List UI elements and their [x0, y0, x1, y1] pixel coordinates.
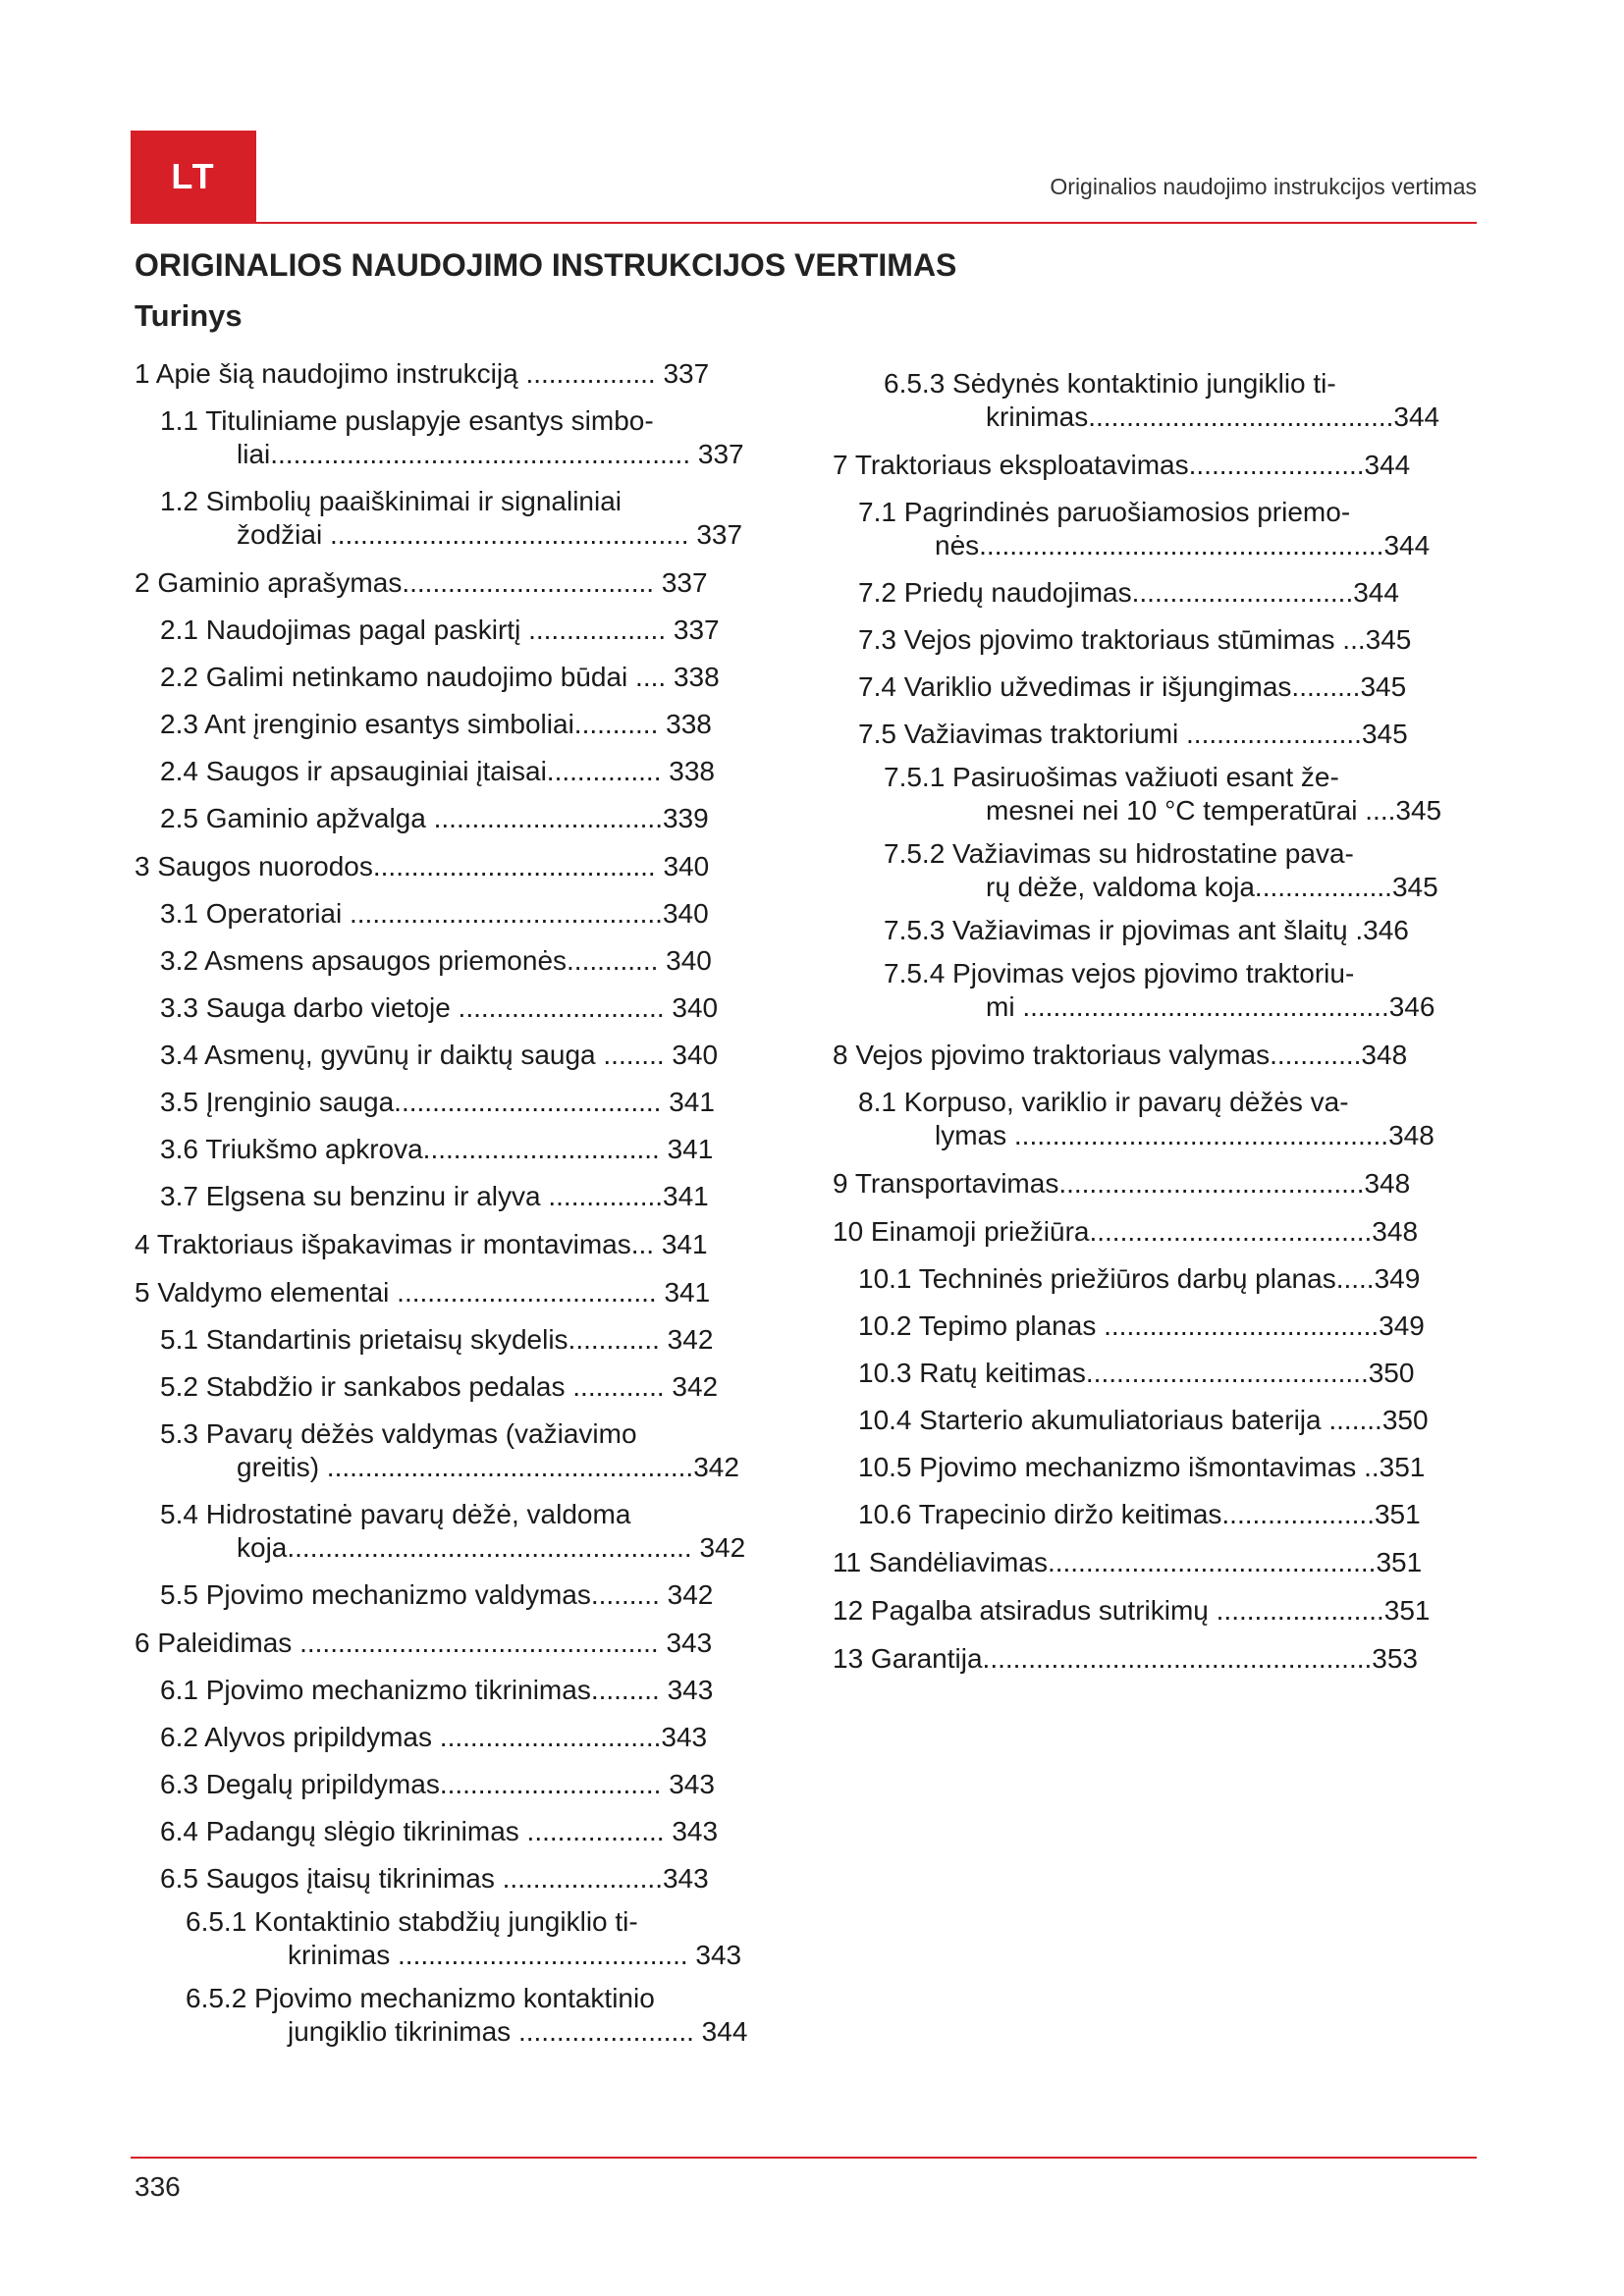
toc-entry-line: 3 Saugos nuorodos..................................... 340: [135, 851, 710, 881]
toc-entry: [135, 850, 783, 883]
toc-entry: [135, 485, 783, 552]
toc-entry-line: 11 Sandėliavimas...........................................351: [833, 1547, 1423, 1577]
toc-entry: [135, 708, 783, 741]
toc-entry-line: 2.2 Galimi netinkamo naudojimo būdai .... 338: [160, 662, 720, 692]
toc-entry: [135, 1133, 783, 1166]
running-header-title: Originalios naudojimo instrukcijos vertimas: [1050, 174, 1477, 199]
toc-entry: [833, 1498, 1481, 1531]
toc-entry-line: 1 Apie šią naudojimo instrukciją ................. 337: [135, 358, 710, 389]
toc-entry-line: 5.2 Stabdžio ir sankabos pedalas ............ 342: [160, 1371, 719, 1402]
toc-entry-line: 10.4 Starterio akumuliatoriaus baterija .......350: [858, 1405, 1429, 1435]
toc-entry: [135, 1815, 783, 1848]
toc-entry-line: 8.1 Korpuso, variklio ir pavarų dėžės va-: [858, 1087, 1349, 1117]
toc-entry: [135, 661, 783, 694]
toc-entry-line: 13 Garantija...................................................353: [833, 1643, 1418, 1674]
toc-entry-line: 9 Transportavimas........................................348: [833, 1168, 1411, 1199]
toc-entry-line: 8 Vejos pjovimo traktoriaus valymas............348: [833, 1040, 1408, 1070]
toc-entry: [833, 1546, 1481, 1579]
toc-entry: [833, 914, 1481, 947]
footer-divider: [131, 2157, 1477, 2159]
toc-entry-line: 6.4 Padangų slėgio tikrinimas .................. 343: [160, 1816, 719, 1846]
toc-entry-line: 7.5.3 Važiavimas ir pjovimas ant šlaitų .346: [884, 915, 1409, 945]
toc-entry-line: 6.3 Degalų pripildymas............................. 343: [160, 1769, 715, 1799]
toc-entry-line: 10.5 Pjovimo mechanizmo išmontavimas ..351: [858, 1452, 1426, 1482]
toc-entry: [135, 802, 783, 835]
toc-entry-continuation: nės.....................................................344: [935, 530, 1431, 561]
toc-entry: [833, 1167, 1481, 1201]
toc-entry-line: 6 Paleidimas ............................................... 343: [135, 1628, 713, 1658]
toc-entry-continuation: mi ................................................346: [986, 991, 1435, 1022]
toc-entry-continuation: lymas .................................................348: [935, 1120, 1435, 1150]
toc-entry: [135, 755, 783, 788]
toc-entry: [135, 1180, 783, 1213]
toc-entry-line: 1.2 Simbolių paaiškinimai ir signaliniai: [160, 486, 622, 516]
toc-entry-line: 5.4 Hidrostatinė pavarų dėžė, valdoma: [160, 1499, 631, 1529]
toc-entry: [833, 1215, 1481, 1249]
toc-entry: [135, 1674, 783, 1707]
toc-left-column: [135, 357, 783, 2049]
toc-entry-line: 6.5.3 Sėdynės kontaktinio jungiklio ti-: [884, 368, 1336, 399]
toc-entry: [135, 614, 783, 647]
toc-entry: [135, 1370, 783, 1404]
toc-entry: [833, 1451, 1481, 1484]
toc-entry: [833, 1262, 1481, 1296]
toc-entry: [833, 1039, 1481, 1072]
toc-entry-line: 3.4 Asmenų, gyvūnų ir daiktų sauga ........ 340: [160, 1040, 719, 1070]
toc-entry-continuation: rų dėže, valdoma koja..................345: [986, 872, 1438, 902]
toc-entry-continuation: krinimas ...................................... 343: [288, 1940, 742, 1970]
toc-entry: [833, 1642, 1481, 1676]
toc-entry: [135, 1276, 783, 1309]
toc-entry-line: 3.7 Elgsena su benzinu ir alyva ...............341: [160, 1181, 709, 1211]
toc-entry: [135, 1982, 783, 2049]
toc-entry-line: 7 Traktoriaus eksploatavimas.......................344: [833, 450, 1411, 480]
toc-entry-continuation: žodžiai ............................................... 337: [237, 519, 743, 550]
toc-entry-line: 7.5.2 Važiavimas su hidrostatine pava-: [884, 838, 1354, 869]
toc-entry: [135, 566, 783, 600]
toc-entry-line: 10 Einamoji priežiūra.....................................348: [833, 1216, 1419, 1247]
toc-entry: [135, 991, 783, 1025]
toc-entry: [135, 897, 783, 931]
toc-entry-continuation: jungiklio tikrinimas ....................... 344: [288, 2016, 748, 2047]
language-badge: LT: [131, 131, 256, 222]
toc-entry-line: 7.4 Variklio užvedimas ir išjungimas.........345: [858, 671, 1407, 702]
toc-entry-continuation: koja..................................................... 342: [237, 1532, 746, 1563]
toc-entry-line: 10.1 Techninės priežiūros darbų planas.....349: [858, 1263, 1421, 1294]
toc-entry: [833, 957, 1481, 1024]
toc-entry: [833, 623, 1481, 657]
toc-entry-line: 10.2 Tepimo planas ....................................349: [858, 1310, 1425, 1341]
toc-entry: [833, 718, 1481, 751]
toc-entry: [135, 1086, 783, 1119]
toc-entry: [135, 1417, 783, 1484]
toc-entry-line: 7.5 Važiavimas traktoriumi .......................345: [858, 719, 1408, 749]
toc-entry-line: 6.5.2 Pjovimo mechanizmo kontaktinio: [186, 1983, 655, 2013]
toc-entry-line: 6.2 Alyvos pripildymas .............................343: [160, 1722, 708, 1752]
toc-entry: [135, 944, 783, 978]
toc-entry-line: 3.3 Sauga darbo vietoje ........................... 340: [160, 992, 719, 1023]
toc-entry-line: 5.3 Pavarų dėžės valdymas (važiavimo: [160, 1418, 637, 1449]
toc-entry-line: 7.5.1 Pasiruošimas važiuoti esant že-: [884, 762, 1339, 792]
toc-entry: [833, 1086, 1481, 1152]
toc-entry: [135, 1323, 783, 1357]
toc-entry: [833, 576, 1481, 610]
toc-entry: [833, 1404, 1481, 1437]
toc-entry: [135, 1905, 783, 1972]
toc-entry: [135, 1498, 783, 1565]
toc-entry: [135, 357, 783, 391]
toc-entry-line: 6.5.1 Kontaktinio stabdžių jungiklio ti-: [186, 1906, 638, 1937]
toc-entry-line: 10.3 Ratų keitimas.....................................350: [858, 1358, 1415, 1388]
toc-entry-continuation: greitis) ................................................342: [237, 1452, 739, 1482]
toc-entry-line: 6.5 Saugos įtaisų tikrinimas .....................343: [160, 1863, 709, 1894]
toc-heading: Turinys: [135, 298, 243, 333]
toc-entry-continuation: mesnei nei 10 °C temperatūrai ....345: [986, 795, 1442, 826]
toc-entry-line: 7.3 Vejos pjovimo traktoriaus stūmimas ...345: [858, 624, 1412, 655]
toc-entry-line: 12 Pagalba atsiradus sutrikimų ......................351: [833, 1595, 1431, 1626]
toc-entry: [833, 367, 1481, 434]
page-number: 336: [135, 2171, 181, 2202]
toc-entry-continuation: krinimas........................................344: [986, 401, 1440, 432]
toc-entry-line: 2.4 Saugos ir apsauginiai įtaisai............... 338: [160, 756, 715, 786]
toc-entry: [833, 449, 1481, 482]
toc-entry: [833, 1309, 1481, 1343]
toc-entry: [833, 837, 1481, 904]
toc-entry: [135, 1039, 783, 1072]
header-divider: [131, 222, 1477, 224]
toc-entry-line: 2.5 Gaminio apžvalga ..............................339: [160, 803, 709, 833]
toc-entry-line: 7.2 Priedų naudojimas.............................344: [858, 577, 1399, 608]
toc-entry: [833, 496, 1481, 562]
toc-entry-line: 2.3 Ant įrenginio esantys simboliai........... 338: [160, 709, 712, 739]
toc-entry-line: 3.6 Triukšmo apkrova............................... 341: [160, 1134, 714, 1164]
toc-entry: [135, 1768, 783, 1801]
toc-entry-line: 3.5 Įrenginio sauga................................... 341: [160, 1087, 715, 1117]
toc-entry-line: 3.1 Operatoriai .........................................340: [160, 898, 709, 929]
toc-entry-line: 2 Gaminio aprašymas................................. 337: [135, 567, 708, 598]
toc-entry-line: 7.5.4 Pjovimas vejos pjovimo traktoriu-: [884, 958, 1355, 988]
toc-entry-line: 4 Traktoriaus išpakavimas ir montavimas... 341: [135, 1229, 708, 1259]
toc-entry-line: 5 Valdymo elementai .................................. 341: [135, 1277, 711, 1308]
toc-entry-line: 7.1 Pagrindinės paruošiamosios priemo-: [858, 497, 1351, 527]
toc-entry: [135, 1578, 783, 1612]
toc-entry-line: 6.1 Pjovimo mechanizmo tikrinimas......... 343: [160, 1675, 714, 1705]
toc-entry-line: 2.1 Naudojimas pagal paskirtį .................. 337: [160, 614, 720, 645]
toc-entry: [833, 670, 1481, 704]
toc-entry: [833, 1594, 1481, 1628]
toc-entry: [833, 1357, 1481, 1390]
toc-entry: [135, 1627, 783, 1660]
toc-entry-line: 5.1 Standartinis prietaisų skydelis............ 342: [160, 1324, 714, 1355]
toc-entry-line: 5.5 Pjovimo mechanizmo valdymas......... 342: [160, 1579, 714, 1610]
toc-entry-continuation: liai....................................................... 337: [237, 439, 744, 469]
document-title: ORIGINALIOS NAUDOJIMO INSTRUKCIJOS VERTIMAS: [135, 247, 957, 283]
toc-entry: [135, 1862, 783, 1896]
toc-right-column: [833, 357, 1481, 1676]
toc-entry-line: 10.6 Trapecinio diržo keitimas....................351: [858, 1499, 1421, 1529]
toc-entry: [135, 1721, 783, 1754]
toc-entry: [135, 404, 783, 471]
toc-entry-line: 3.2 Asmens apsaugos priemonės............ 340: [160, 945, 712, 976]
toc-entry: [833, 761, 1481, 828]
toc-entry-line: 1.1 Tituliniame puslapyje esantys simbo-: [160, 405, 654, 436]
toc-entry: [135, 1228, 783, 1261]
